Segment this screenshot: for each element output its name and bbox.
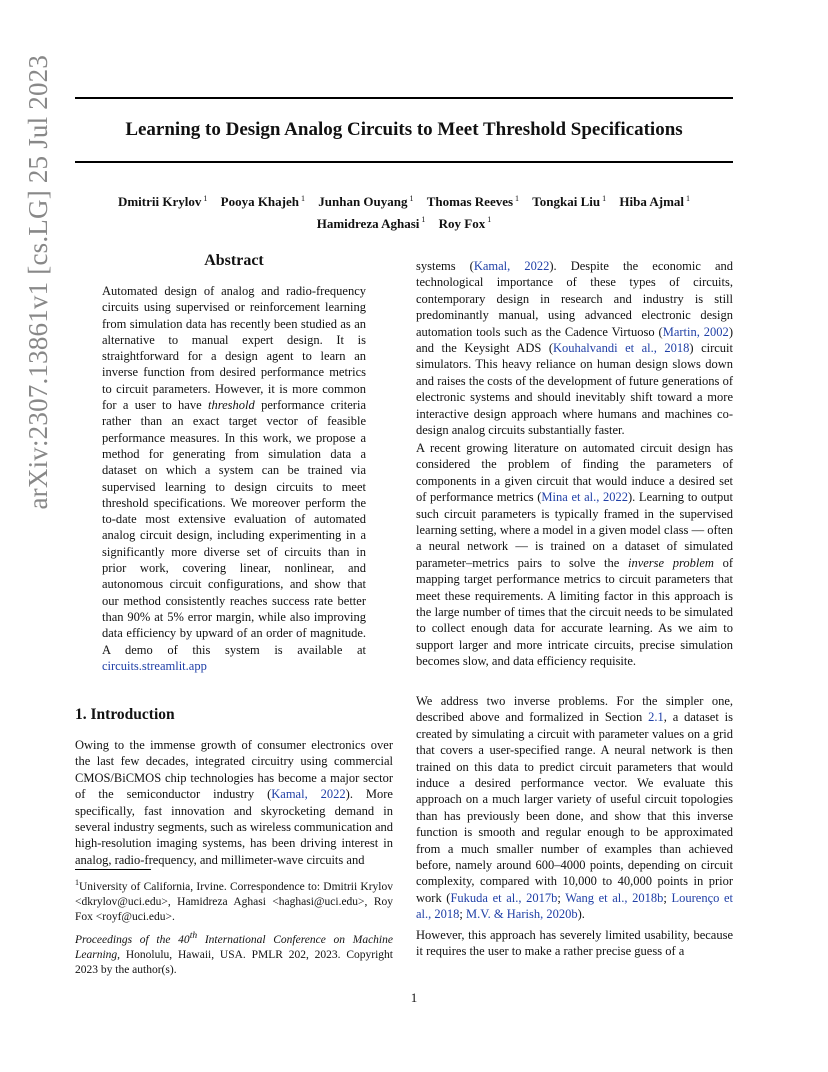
- author: Hiba Ajmal $^1$: [619, 194, 691, 210]
- citation-link[interactable]: Kamal, 2022: [271, 787, 346, 802]
- citation-link[interactable]: Wang et al., 2018b: [565, 890, 664, 905]
- intro-paragraph: Owing to the immense growth of consumer electronics over the last few decades, integrated circuitry using commercial CMOS/BiCMOS chip technologies has become a major sector of the semiconductor industry (Kamal, 2022). More specifically, fast innovation and skyrocketing demand in several industry segments, such as wireless communication and high-resolution imaging systems, has been driving interest in analog, radio-frequency, and millimeter-wave circuits and: [75, 738, 393, 867]
- citation-link[interactable]: Martin, 2002: [662, 324, 729, 339]
- author-list: [85, 190, 723, 233]
- citation-link[interactable]: Kamal, 2022: [473, 259, 550, 273]
- section-heading-introduction: 1. Introduction: [75, 706, 175, 723]
- author: Pooya Khajeh $^1$: [220, 194, 305, 210]
- citation-link[interactable]: M.V. & Harish, 2020b: [466, 907, 578, 922]
- footnote-rule: [75, 869, 151, 870]
- title-rule-top: [75, 97, 733, 99]
- arxiv-identifier-stamp: arXiv:2307.13861v1 [cs.LG] 25 Jul 2023: [23, 54, 53, 510]
- author: Hamidreza Aghasi $^1$: [316, 215, 426, 231]
- citation-link[interactable]: Fukuda et al., 2017b: [450, 890, 558, 905]
- paper-title: Learning to Design Analog Circuits to Meet Threshold Specifications: [125, 119, 683, 140]
- proceedings-note: Proceedings of the 40th International Conference on Machine Learning, Honolulu, Hawaii, USA. PMLR 202, 2023. Copyright 2023 by the author(s).: [75, 930, 393, 976]
- abstract-text: Automated design of analog and radio-frequency circuits using supervised or reinforcement learning from simulation data has recently been studied as an alternative to manual expert design. It is straightforward for a design agent to learn an inverse function from desired performance metrics to circuit parameters. However, it is more common for a user to have threshold performance criteria rather than an exact target vector of feasible performance measures. In this work, we propose a method for generating from simulation data a dataset on which a system can be trained via supervised learning to design circuits to meet threshold specifications. We moreover perform the to-date most extensive evaluation of automated analog circuit design, including experimenting in a significantly more diverse set of circuits than in prior work, covering linear, nonlinear, and autonomous circuit configurations, and show that our method consistently reaches success rate better than 90% at 5% error margin, while also improving data efficiency by upward of an order of magnitude. A demo of this system is available at circuits.streamlit.app: [102, 284, 366, 673]
- citation-link[interactable]: Mina et al., 2022: [541, 490, 629, 505]
- author: Roy Fox $^1$: [438, 215, 492, 231]
- author: Dmitrii Krylov $^1$: [117, 194, 208, 210]
- body-paragraph: A recent growing literature on automated circuit design has considered the problem of finding the parameters of components in a given circuit that would induce a desired set of performance metrics (Mina et al., 2022). Learning to output such circuit parameters is typically framed in the supervised learning setting, where a model in a given model class — often a neural network — is trained on a dataset of simulated parameter–metrics pairs to solve the inverse problem of mapping target performance metrics to circuit parameters that meet these requirements. A limiting factor in this approach is the large number of times that the circuit needs to be simulated to collect enough data for accurate learning. As we aim to support larger and more intricate circuits, precise simulation becomes slow, and data efficiency requisite.: [416, 441, 733, 669]
- citation-link[interactable]: Lourenço et al., 2018: [416, 890, 733, 922]
- body-paragraph: However, this approach has severely limited usability, because it requires the user to make a rather precise guess of a: [416, 928, 733, 959]
- citation-link[interactable]: Kouhalvandi et al., 2018: [552, 341, 690, 356]
- title-rule-bottom: [75, 161, 733, 163]
- author: Junhan Ouyang $^1$: [318, 194, 414, 210]
- page-number: 1: [410, 990, 418, 1005]
- section-link[interactable]: 2.1: [648, 710, 664, 725]
- body-paragraph: systems (Kamal, 2022). Despite the economic and technological importance of these types of circuits, contemporary design in research and industry is still predominantly manual, using advanced electronic design automation tools such as the Cadence Virtuoso (Martin, 2002) and the Keysight ADS (Kouhalvandi et al., 2018) circuit simulators. This heavy reliance on human design slows down and raises the costs of the development of future generations of electronic systems and should inevitably shift toward a more interactive design approach where humans and machines co-design analog circuits substantially faster.: [416, 259, 733, 438]
- demo-link[interactable]: circuits.streamlit.app: [102, 658, 207, 673]
- author: Thomas Reeves $^1$: [426, 194, 520, 210]
- body-paragraph: We address two inverse problems. For the simpler one, described above and formalized in Section 2.1, a dataset is created by simulating a circuit with parameter values on a grid that covers a user-specified range. A neural network is then trained on this data to predict circuit parameters that would induce a desired performance vector. We evaluate this approach on a much larger variety of useful circuit topologies than has previously been done, and show that this inverse function is smooth and regular enough to be approximated from a much smaller number of examples than achieved before, namely around 600–4000 points, depending on circuit complexity, compared with 10,000 to 40,000 points in prior work (Fukuda et al., 2017b; Wang et al., 2018b; Lourenço et al., 2018; M.V. & Harish, 2020b).: [416, 694, 733, 922]
- footnote: $^1$University of California, Irvine. Correspondence to: Dmitrii Krylov <dkrylov@uci.edu>, Hamidreza Aghasi <haghasi@uci.edu>, Roy Fox <royf@uci.edu>.: [75, 878, 393, 923]
- abstract-heading: Abstract: [204, 252, 264, 269]
- author: Tongkai Liu $^1$: [532, 194, 607, 210]
